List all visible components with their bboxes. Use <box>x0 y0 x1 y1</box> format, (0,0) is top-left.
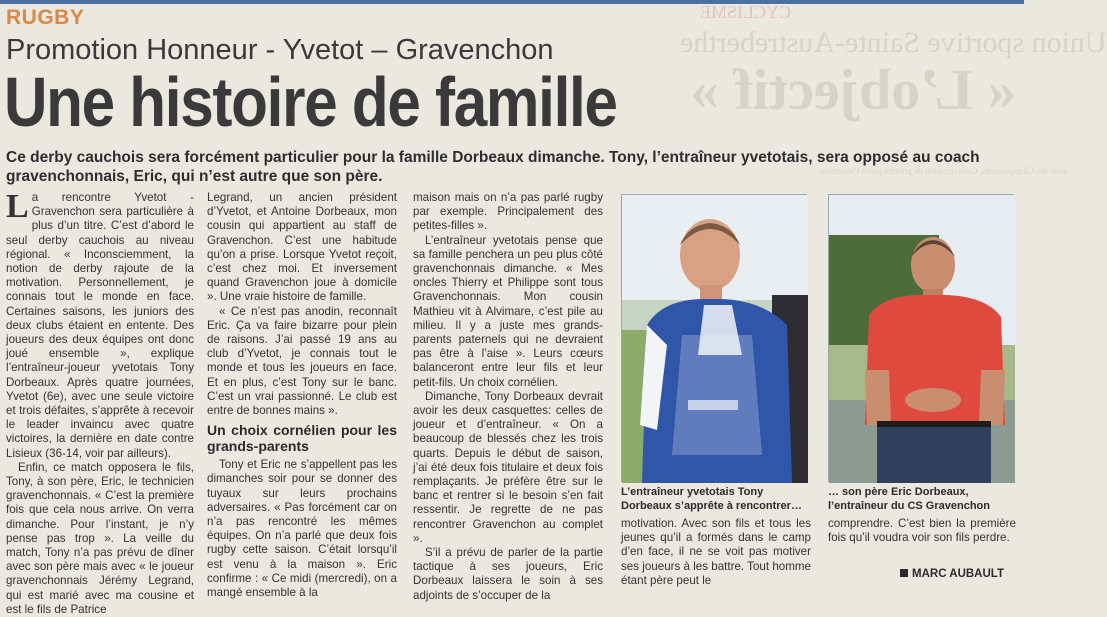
kicker: Promotion Honneur - Yvetot – Gravenchon <box>6 34 554 66</box>
byline <box>900 568 1004 580</box>
article-column-1 <box>6 188 194 616</box>
photo-tony-graphic <box>622 195 808 483</box>
bleed-through-text: suite des Championnats. Cette occasion de prendre part à l’ensemble <box>820 166 1068 176</box>
paragraph: S’il a prévu de parler de la partie tactique à ses joueurs, Eric Dorbeaux laissera le soin à ses adjoints de s’occuper de la <box>413 546 603 602</box>
photo-eric-graphic <box>829 195 1015 483</box>
photo-caption-2: … son père Eric Dorbeaux, l’entraîneur du CS Gravenchon <box>828 486 990 512</box>
article-column-2 <box>207 191 397 600</box>
intertitle: Un choix cornélien pour les grands-parents <box>207 422 397 455</box>
photo-caption-1: L’entraîneur yvetotais Tony Dorbeaux s’apprête à rencontrer… <box>621 486 802 512</box>
bleed-through-section: CYCLISME <box>700 2 792 22</box>
article-column-5: comprendre. C’est bien la première fois qu’il voudra voir son fils perdre. <box>828 517 1016 545</box>
paragraph: maison mais on n’a pas parlé rugby par exemple. Principalement des petites-filles ». <box>413 191 603 233</box>
photo-tony-dorbeaux <box>621 194 807 482</box>
photo-eric-dorbeaux <box>828 194 1014 482</box>
paragraph: Dimanche, Tony Dorbeaux devrait avoir les deux casquettes: celles de joueur et d’entraîneur. « On a beaucoup de blessés chez les trois quarts. Depuis le début de saison, j’ai été deux fois titulaire et deux fois remplaçants. Je préfère être sur le banc et rentrer si le besoin s’en fait ressentir. Je regrette de ne pas rencontrer Gravenchon au complet ». <box>413 389 603 545</box>
top-color-bar <box>0 0 1024 4</box>
drop-cap: L <box>6 188 29 225</box>
bleed-through-kicker: Union sportive Sainte-Austreberthe <box>680 26 1107 59</box>
section-label: RUGBY <box>6 6 85 29</box>
headline: Une histoire de famille <box>4 63 617 141</box>
paragraph: « Ce n’est pas anodin, reconnaît Eric. Ça va faire bizarre pour plein de raisons. J’ai passé 19 ans au club d’Yvetot, je connais tout le monde et tous les joueurs en face. Et en plus, c’est Tony sur le banc. C’est un vrai passionné. Le club est entre de bonnes mains ». <box>207 304 397 418</box>
paragraph: L’entraîneur yvetotais pense que sa famille penchera un peu plus côté gravenchonnais dimanche. « Mes oncles Thierry et Philippe sont tous Gravenchonnais. Mon cousin Mathieu vit à Alvimare, c’est pile au milieu. Il y a juste mes grands-parents paternels qui ne devraient pas être à l’aise ». Leurs cœurs balanceront entre leur fils et leur petit-fils. Un choix cornélien. <box>413 233 603 389</box>
article-column-4: motivation. Avec son fils et tous les jeunes qu’il a formés dans le camp d’en face, il ne se voit pas motiver ses joueurs à les battre. Tout homme étant père peut le <box>621 517 811 587</box>
chapeau: Ce derby cauchois sera forcément particulier pour la famille Dorbeaux dimanche. Tony, l’entraîneur yvetotais, sera opposé au coach gravenchonnais, Eric, qui n’est autre que son père. <box>6 149 980 185</box>
byline-author: MARC AUBAULT <box>912 568 1004 580</box>
bleed-through-headline: « L’objectif » <box>690 57 1017 122</box>
paragraph: Enfin, ce match opposera le fils, Tony, à son père, Eric, le technicien gravenchonnais. « C’est la première fois que cela nous arrive. On verra dimanche. Pour l’instant, je n’y pense pas trop ». La veille du match, Tony n’a pas prévu de dîner avec son père mais avec « le joueur gravenchonnais Jérémy Legrand, qui est marié avec ma cousine et est le fils de Patrice <box>6 460 194 616</box>
article-column-3 <box>413 191 603 602</box>
paragraph: a rencontre Yvetot -Gravenchon sera particulière à plus d’un titre. C’est d’abord le seul derby cauchois au niveau régional. « Inconsciemment, la notion de derby rajoute de la motivation. Personnellement, je connais tout le monde en face. Certaines saisons, les juniors des deux clubs étaient en entente. Des joueurs des deux équipes ont donc joué ensemble », explique l’entraîneur-joueur yvetotais Tony Dorbeaux. Après quatre journées, Yvetot (6e), avec une seule victoire et trois défaites, s’apprête à recevoir le leader invaincu avec quatre victoires, la dernière en date contre Lisieux (36-14, voir par ailleurs). <box>6 191 194 460</box>
paragraph: Tony et Eric ne s’appellent pas les dimanches soir pour se donner des tuyaux sur leurs prochains adversaires. « Pas forcément car on n’a pas rencontré les mêmes équipes. On n’a parlé que deux fois rugby cette saison. C’était lorsqu’il est venu à la maison ». Eric confirme : « Ce midi (mercredi), on a mangé ensemble à la <box>207 458 397 600</box>
byline-square-icon <box>900 569 908 577</box>
paragraph: Legrand, un ancien président d’Yvetot, et Antoine Dorbeaux, mon cousin qui appartient au staff de Gravenchon. C’est une habitude qu’on a prise. Lorsque Yvetot reçoit, c’est chez moi. Et inversement quand Gravenchon joue à domicile ». Une vraie histoire de famille. <box>207 191 397 304</box>
